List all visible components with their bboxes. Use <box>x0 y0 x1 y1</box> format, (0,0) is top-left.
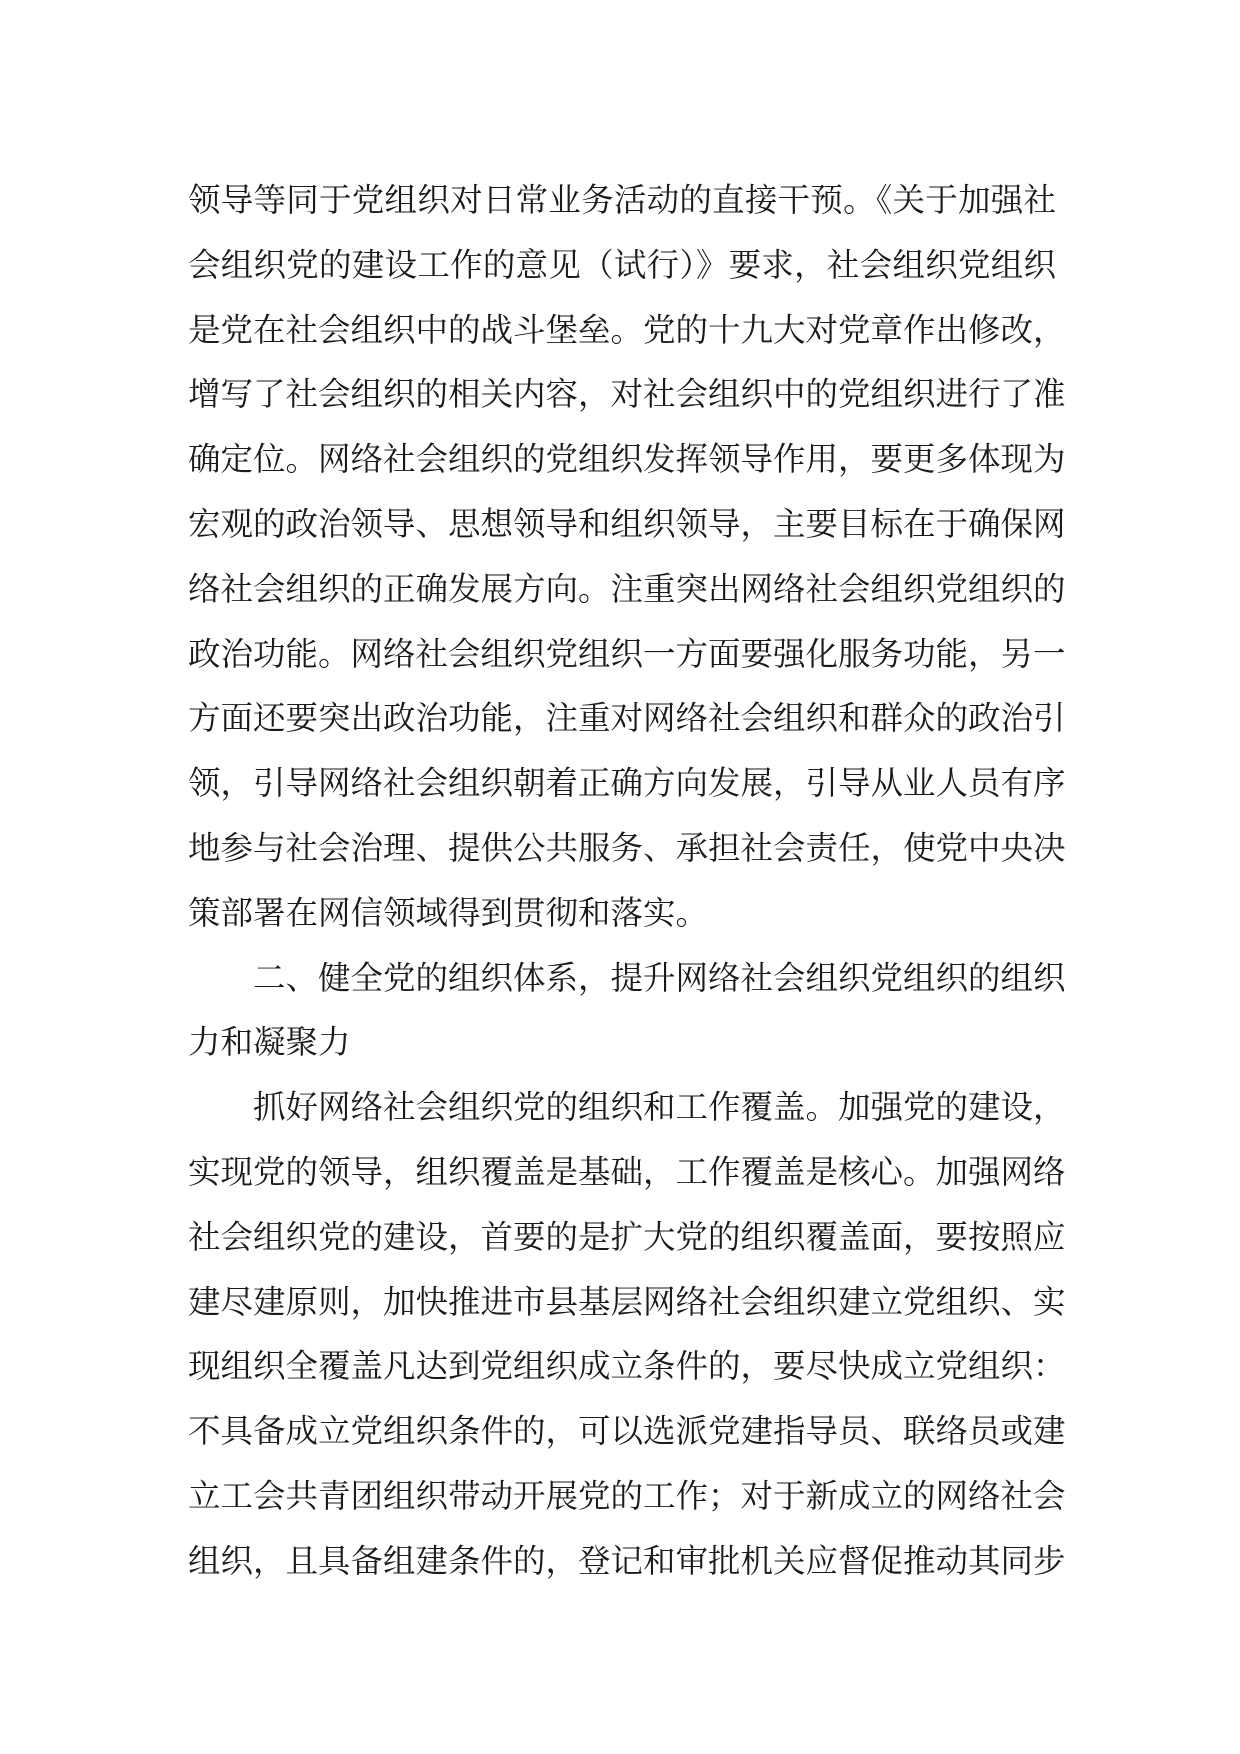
text-line: 建尽建原则，加快推进市县基层网络社会组织建立党组织、实 <box>188 1282 1066 1321</box>
text-line: 组织，且具备组建条件的，登记和审批机关应督促推动其同步 <box>188 1541 1066 1580</box>
text-line: 力和凝聚力 <box>188 1023 351 1062</box>
text-line: 宏观的政治领导、思想领导和组织领导，主要目标在于确保网 <box>188 504 1066 543</box>
text-line: 地参与社会治理、提供公共服务、承担社会责任，使党中央决 <box>188 828 1066 867</box>
text-line: 领导等同于党组织对日常业务活动的直接干预。《关于加强社 <box>188 181 1056 219</box>
text-line: 实现党的领导，组织覆盖是基础，工作覆盖是核心。加强网络 <box>188 1152 1066 1191</box>
text-line: 增写了社会组织的相关内容，对社会组织中的党组织进行了准 <box>188 375 1066 414</box>
text-line: 领，引导网络社会组织朝着正确方向发展，引导从业人员有序 <box>188 764 1066 803</box>
text-line: 方面还要突出政治功能，注重对网络社会组织和群众的政治引 <box>188 699 1066 738</box>
text-line: 立工会共青团组织带动开展党的工作；对于新成立的网络社会 <box>188 1476 1066 1515</box>
text-line: 现组织全覆盖凡达到党组织成立条件的，要尽快成立党组织： <box>188 1347 1066 1386</box>
text-line: 政治功能。网络社会组织党组织一方面要强化服务功能，另一 <box>188 634 1066 673</box>
document-body <box>188 168 1066 1594</box>
text-line: 抓好网络社会组织党的组织和工作覆盖。加强党的建设， <box>253 1088 1066 1127</box>
text-line: 确定位。网络社会组织的党组织发挥领导作用，要更多体现为 <box>188 440 1066 479</box>
text-line: 会组织党的建设工作的意见（试行）》要求，社会组织党组织 <box>188 245 1056 284</box>
text-line: 策部署在网信领域得到贯彻和落实。 <box>188 893 709 932</box>
text-line: 不具备成立党组织条件的，可以选派党建指导员、联络员或建 <box>188 1412 1066 1451</box>
text-line: 络社会组织的正确发展方向。注重突出网络社会组织党组织的 <box>188 569 1066 608</box>
text-line: 社会组织党的建设，首要的是扩大党的组织覆盖面，要按照应 <box>188 1217 1066 1256</box>
text-line: 是党在社会组织中的战斗堡垒。党的十九大对党章作出修改， <box>188 310 1066 349</box>
text-line: 二、健全党的组织体系，提升网络社会组织党组织的组织 <box>253 958 1066 997</box>
